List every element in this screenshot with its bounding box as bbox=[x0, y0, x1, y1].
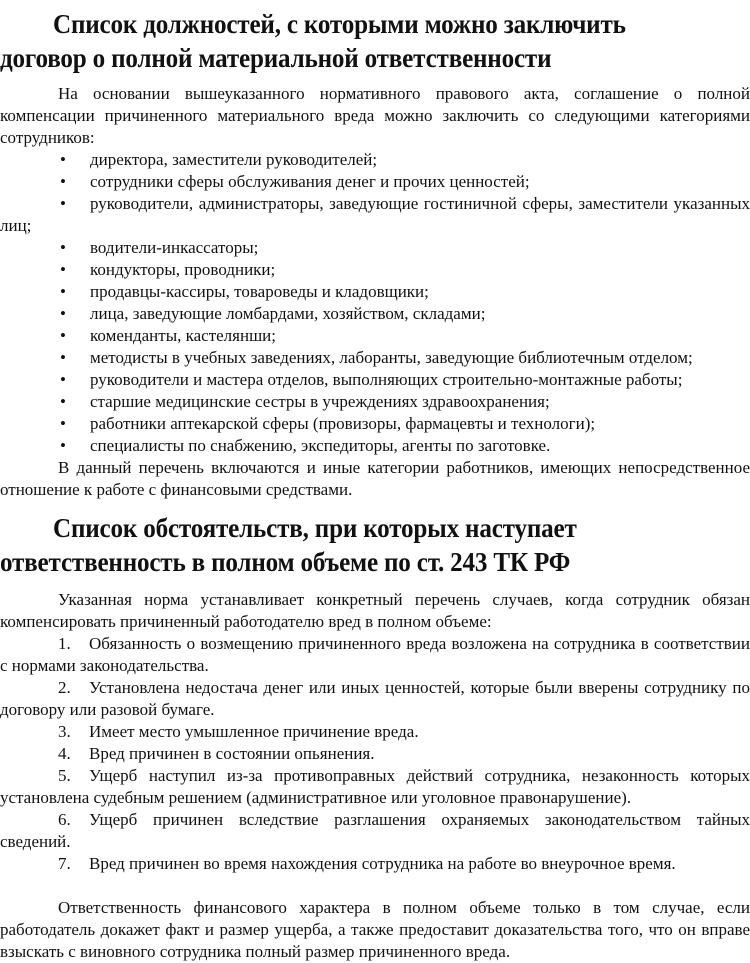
list-item: • сотрудники сферы обслуживания денег и прочих ценностей; bbox=[60, 172, 530, 191]
bullet-icon: • bbox=[60, 260, 66, 279]
list-item: • руководители и мастера отделов, выполняющих строительно-монтажные работы; bbox=[60, 370, 683, 389]
item-number: 5. bbox=[58, 766, 71, 785]
list-item: • кондукторы, проводники; bbox=[60, 260, 276, 279]
item-number: 4. bbox=[58, 744, 71, 763]
cases-list bbox=[0, 633, 750, 875]
section2-outro: Ответственность финансового характера в полном объеме только в том случае, если работодатель докажет факт и размер ущерба, а также предоставит доказательства того, что он вправе взыскать с виновного сотрудника полный размер причиненного вреда. bbox=[0, 898, 750, 961]
bullet-icon: • bbox=[60, 370, 66, 389]
item-number: 7. bbox=[58, 854, 71, 873]
section1-heading-line2: договор о полной материальной ответственности bbox=[0, 43, 552, 73]
item-number: 1. bbox=[58, 634, 71, 653]
bullet-icon: • bbox=[60, 392, 66, 411]
list-item: • руководители, администраторы, заведующие гостиничной сферы, заместители указанных лиц; bbox=[0, 194, 750, 235]
list-item: 1. Обязанность о возмещению причиненного вреда возложена на сотрудника в соответствии с нормами законодательства. bbox=[0, 634, 750, 675]
list-item: • методисты в учебных заведениях, лаборанты, заведующие библиотечным отделом; bbox=[60, 348, 693, 367]
list-item: 2. Установлена недостача денег или иных ценностей, которые были вверены сотруднику по договору или разовой бумаге. bbox=[0, 678, 750, 719]
list-item: • водители-инкассаторы; bbox=[60, 238, 259, 257]
item-number: 6. bbox=[58, 810, 71, 829]
list-item: • старшие медицинские сестры в учреждениях здравоохранения; bbox=[60, 392, 550, 411]
list-item: • специалисты по снабжению, экспедиторы, агенты по заготовке. bbox=[60, 436, 551, 455]
bullet-icon: • bbox=[60, 238, 66, 257]
item-number: 2. bbox=[58, 678, 71, 697]
section2-heading bbox=[0, 511, 698, 579]
bullet-icon: • bbox=[60, 436, 66, 455]
section1-outro: В данный перечень включаются и иные категории работников, имеющих непосредственное отношение к работе с финансовыми средствами. bbox=[0, 458, 750, 499]
section2-heading-line1: Список обстоятельств, при которых наступает bbox=[53, 513, 577, 543]
bullet-icon: • bbox=[60, 348, 66, 367]
list-item: 5. Ущерб наступил из-за противоправных действий сотрудника, незаконность которых установлена судебным решением (административное или уголовное правонарушение). bbox=[0, 766, 750, 807]
list-item: • продавцы-кассиры, товароведы и кладовщики; bbox=[60, 282, 429, 301]
bullet-icon: • bbox=[60, 414, 66, 433]
list-item: 7. Вред причинен во время нахождения сотрудника на работе во внеурочное время. bbox=[58, 854, 676, 873]
list-item: 3. Имеет место умышленное причинение вреда. bbox=[58, 722, 419, 741]
section1-heading bbox=[0, 0, 698, 75]
bullet-icon: • bbox=[60, 304, 66, 323]
item-number: 3. bbox=[58, 722, 71, 741]
section1-intro: На основании вышеуказанного нормативного правового акта, соглашение о полной компенсации причиненного материального вреда можно заключить со следующими категориями сотрудников: bbox=[0, 84, 750, 147]
bullet-icon: • bbox=[60, 194, 66, 213]
bullet-icon: • bbox=[60, 282, 66, 301]
bullet-icon: • bbox=[60, 150, 66, 169]
section2-heading-line2: ответственность в полном объеме по ст. 243 ТК РФ bbox=[0, 547, 571, 577]
section1-heading-line1: Список должностей, с которыми можно заключить bbox=[53, 9, 626, 39]
positions-list bbox=[0, 149, 750, 457]
bullet-icon: • bbox=[60, 326, 66, 345]
list-item: 4. Вред причинен в состоянии опьянения. bbox=[58, 744, 375, 763]
list-item: • лица, заведующие ломбардами, хозяйством, складами; bbox=[60, 304, 486, 323]
bullet-icon: • bbox=[60, 172, 66, 191]
list-item: • директора, заместители руководителей; bbox=[60, 150, 378, 169]
list-item: • работники аптекарской сферы (провизоры, фармацевты и технологи); bbox=[60, 414, 596, 433]
section2-intro: Указанная норма устанавливает конкретный перечень случаев, когда сотрудник обязан компенсировать причиненный работодателю вред в полном объеме: bbox=[0, 590, 750, 631]
list-item: 6. Ущерб причинен вследствие разглашения охраняемых законодательством тайных сведений. bbox=[0, 810, 750, 851]
list-item: • коменданты, кастелянши; bbox=[60, 326, 276, 345]
